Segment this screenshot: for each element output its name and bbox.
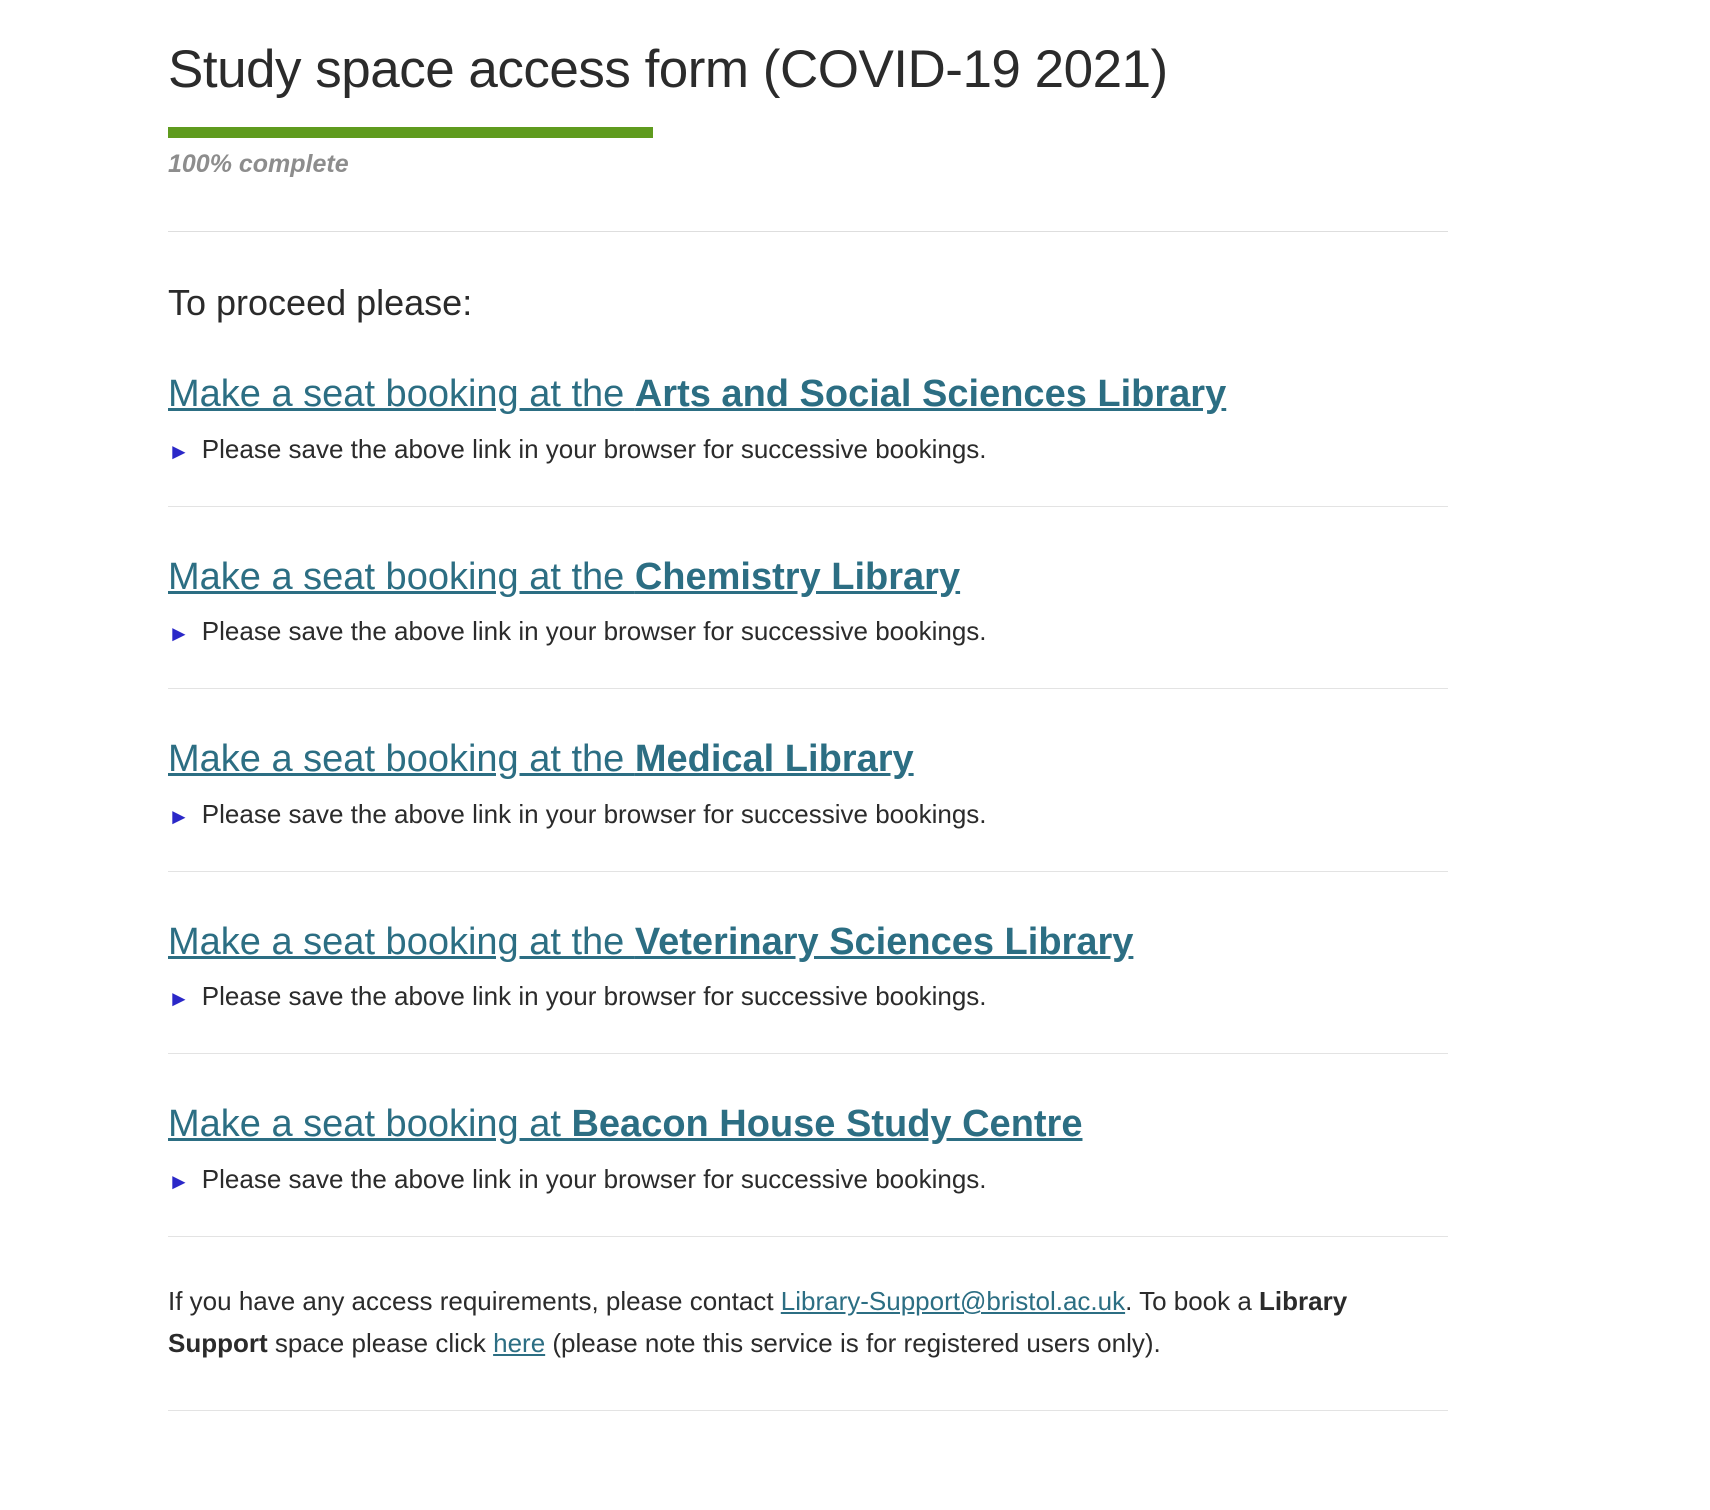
access-requirements-paragraph — [168, 1281, 1448, 1364]
booking-link-venue: Arts and Social Sciences Library — [634, 372, 1227, 415]
arrow-right-icon: ► — [168, 621, 190, 647]
booking-note-text: Please save the above link in your browser for successive bookings. — [201, 798, 987, 829]
divider-footer — [168, 1410, 1448, 1411]
booking-link-venue: Medical Library — [634, 738, 914, 781]
arrow-right-icon: ► — [168, 438, 190, 464]
booking-link-venue: Veterinary Sciences Library — [634, 920, 1134, 963]
booking-block — [168, 1102, 1448, 1198]
divider-booking-4 — [168, 1053, 1448, 1054]
library-support-email-link[interactable]: Library-Support@bristol.ac.uk — [780, 1285, 1126, 1316]
divider-booking-3 — [168, 871, 1448, 872]
booking-note — [168, 1162, 1448, 1198]
booking-link-veterinary-sciences-library[interactable] — [168, 920, 1133, 966]
proceed-heading: To proceed please: — [168, 281, 473, 323]
booking-note-text: Please save the above link in your browser for successive bookings. — [201, 433, 987, 464]
progress-section — [168, 127, 1448, 179]
here-link[interactable]: here — [493, 1327, 546, 1358]
footer-text-part1: If you have any access requirements, please contact — [168, 1285, 781, 1316]
arrow-right-icon: ► — [168, 986, 190, 1012]
booking-link-prefix: Make a seat booking at the — [168, 738, 635, 781]
arrow-right-icon: ► — [168, 803, 190, 829]
progress-bar — [168, 127, 653, 138]
booking-link-venue: Chemistry Library — [634, 555, 961, 598]
booking-link-prefix: Make a seat booking at the — [168, 372, 635, 415]
booking-link-arts-and-social-sciences-library[interactable] — [168, 372, 1226, 418]
footer-text-bold: Library Support — [168, 1285, 1348, 1358]
booking-note-text: Please save the above link in your browser for successive bookings. — [201, 616, 987, 647]
footer-text-part4: (please note this service is for registered users only). — [545, 1327, 1161, 1358]
form-container — [168, 40, 1448, 1411]
booking-link-prefix: Make a seat booking at the — [168, 920, 635, 963]
progress-label: 100% complete — [168, 149, 349, 178]
divider-booking-1 — [168, 506, 1448, 507]
booking-note — [168, 614, 1448, 650]
footer-text-part2: . To book a — [1125, 1285, 1260, 1316]
booking-link-beacon-house-study-centre[interactable] — [168, 1102, 1082, 1148]
booking-note — [168, 979, 1448, 1015]
page-title: Study space access form (COVID-19 2021) — [168, 40, 1168, 99]
divider-top — [168, 231, 1448, 232]
booking-link-prefix: Make a seat booking at the — [168, 555, 635, 598]
booking-block — [168, 920, 1448, 1016]
arrow-right-icon: ► — [168, 1168, 190, 1194]
booking-link-venue: Beacon House Study Centre — [571, 1103, 1083, 1146]
booking-note — [168, 432, 1448, 468]
footer-text-part3: space please click — [267, 1327, 494, 1358]
booking-link-medical-library[interactable] — [168, 737, 914, 783]
divider-booking-2 — [168, 688, 1448, 689]
booking-link-chemistry-library[interactable] — [168, 555, 960, 601]
booking-note-text: Please save the above link in your browser for successive bookings. — [201, 1163, 987, 1194]
booking-block — [168, 372, 1448, 468]
booking-block — [168, 737, 1448, 833]
divider-booking-5 — [168, 1236, 1448, 1237]
booking-note-text: Please save the above link in your browser for successive bookings. — [201, 981, 987, 1012]
booking-block — [168, 555, 1448, 651]
booking-link-prefix: Make a seat booking at — [168, 1103, 572, 1146]
booking-note — [168, 797, 1448, 833]
